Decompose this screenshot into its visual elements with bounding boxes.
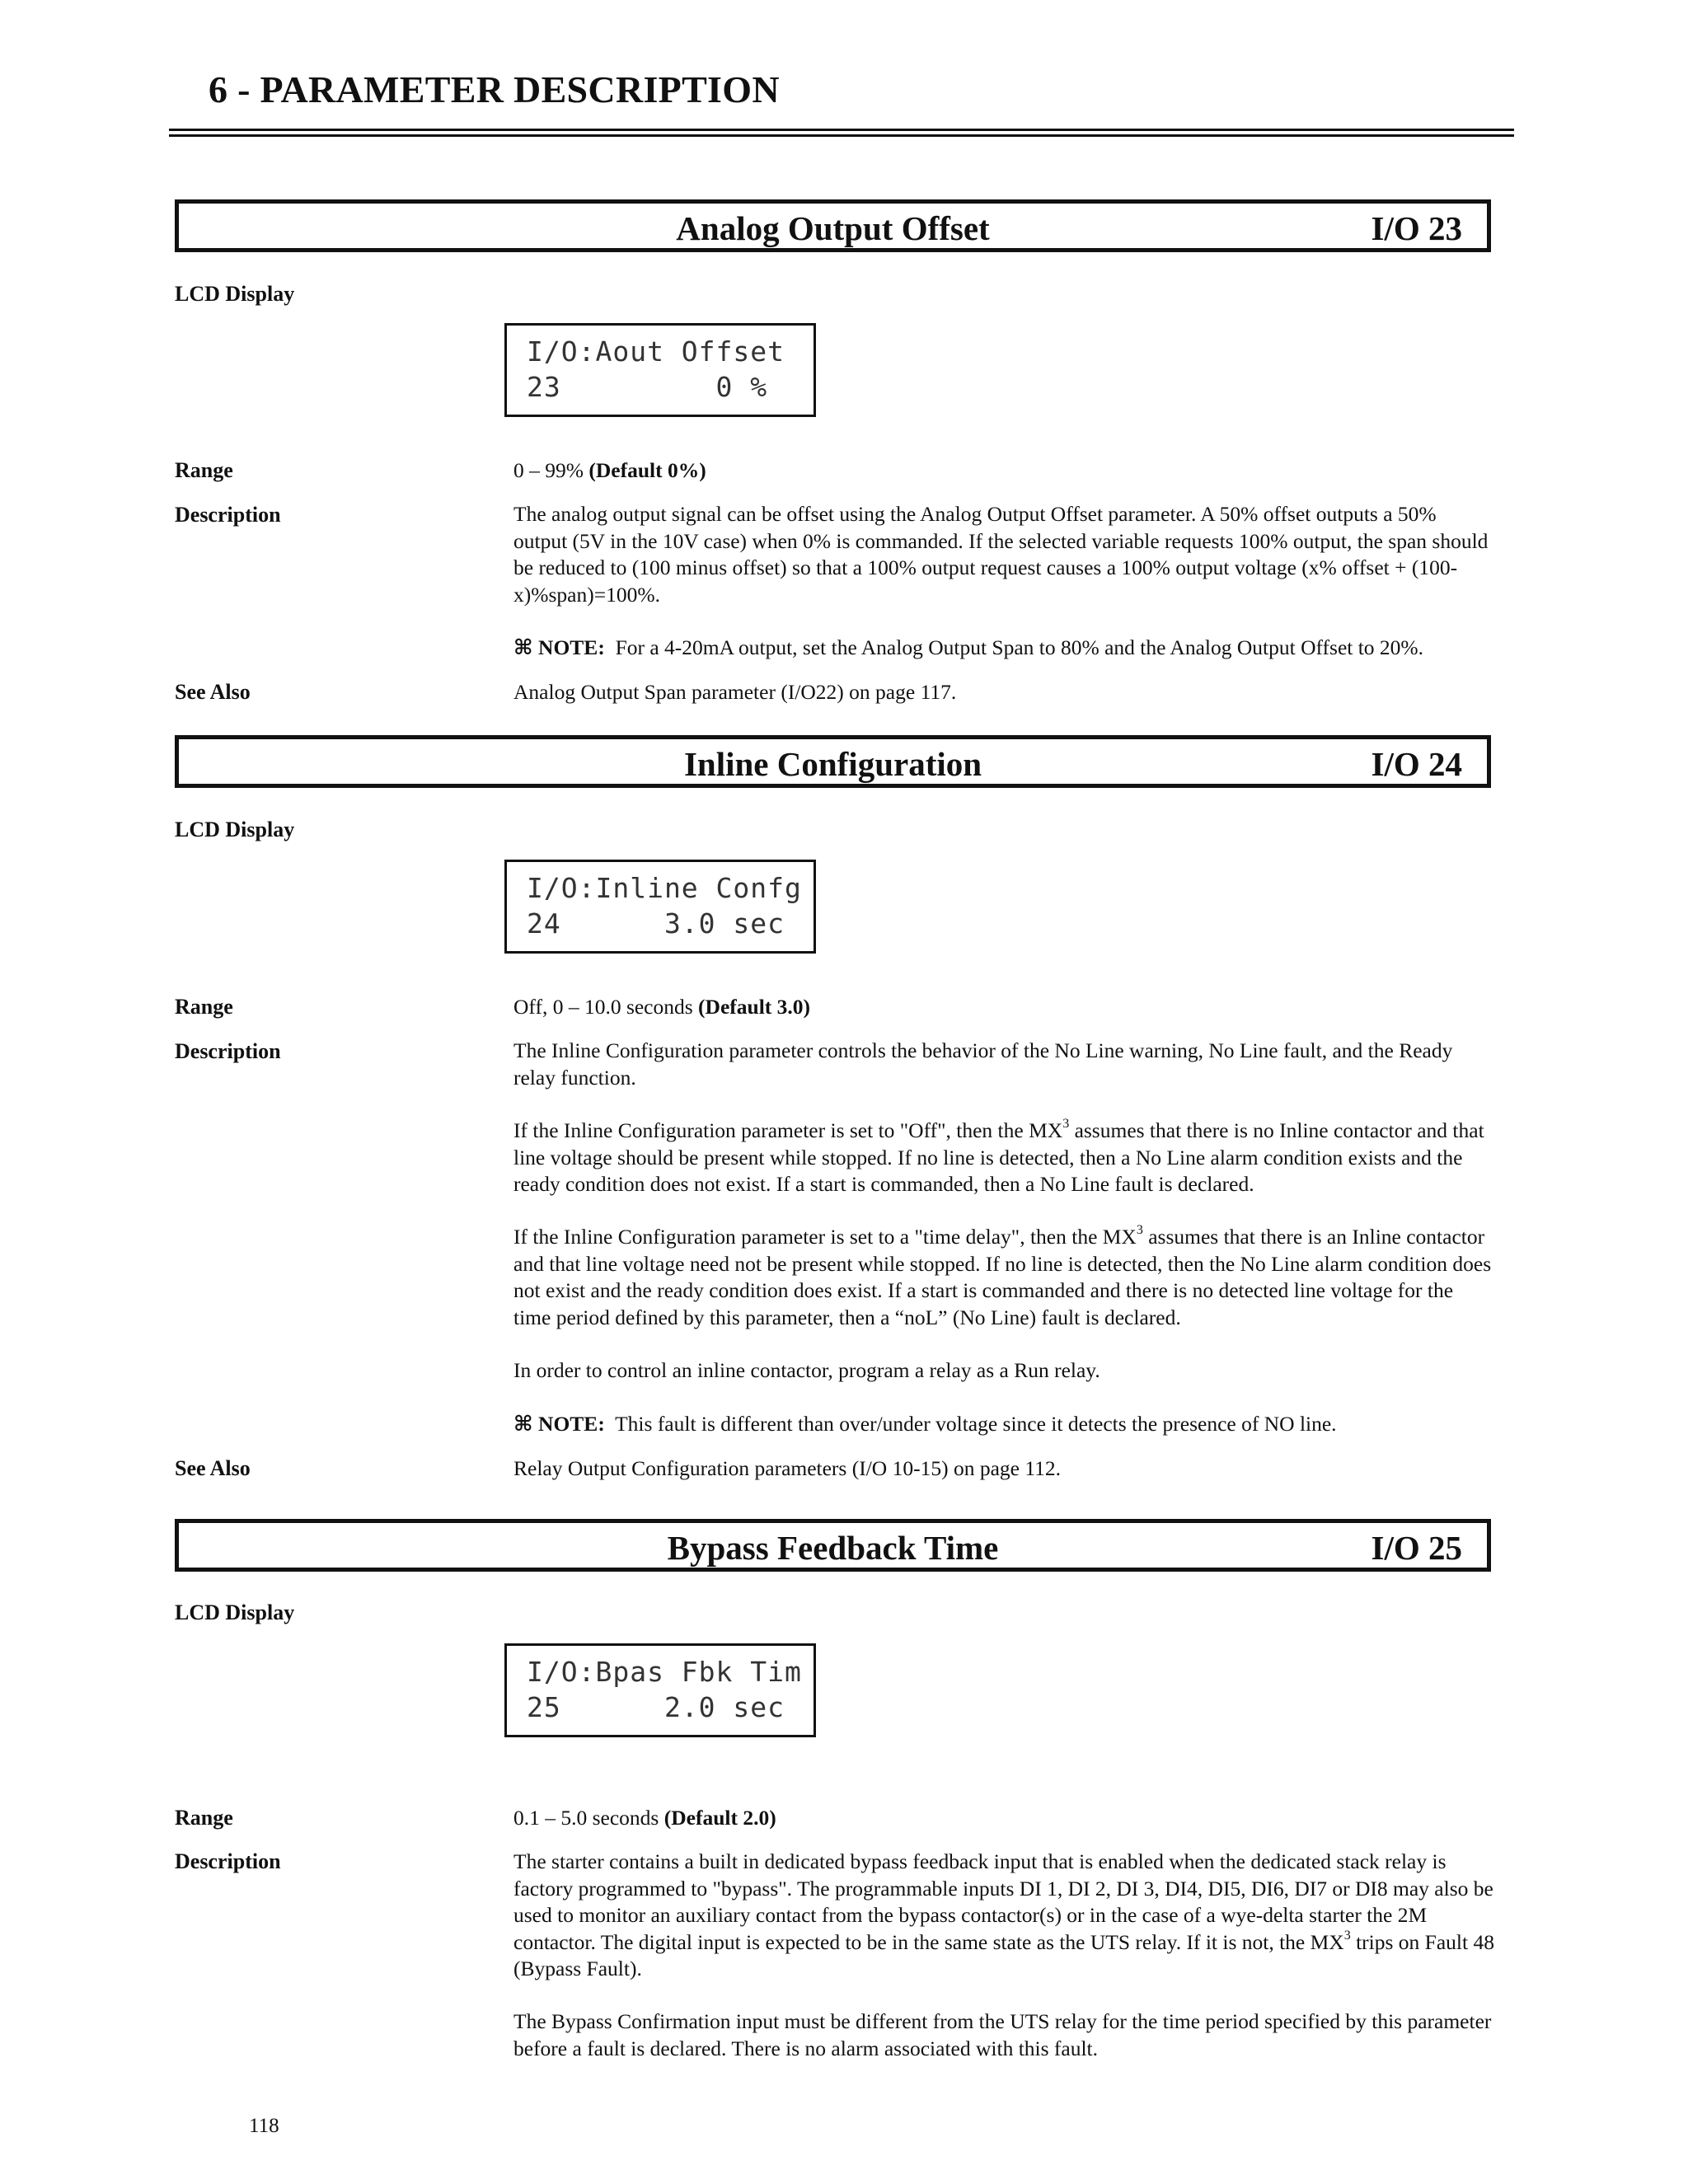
description-para-4: In order to control an inline contactor, program a relay as a Run relay. [513,1358,1100,1382]
description-para-2: The Bypass Confirmation input must be different from the UTS relay for the time period specified by this parameter before a fault is declared. There is no alarm associated with this fault. [513,2009,1492,2060]
param-header-io23 [175,199,1491,252]
header-rule-bottom [169,134,1514,137]
param-header-io24 [175,735,1491,788]
range-label: Range [175,1806,233,1830]
lcd-display-io23 [504,323,816,417]
param-title: Inline Configuration [683,745,982,783]
range-label: Range [175,458,233,482]
description-para-3: If the Inline Configuration parameter is set to a "time delay", then the $MX^3$ assumes that there is an Inline contactor and that line voltage need not be present while stopped. If no line is detected, then the No Line alarm condition does not exist and the ready condition does exist. If a start is commanded and there is no detected line voltage for the time period defined by this parameter, then a “noL” (No Line) fault is declared. [513,1223,1492,1329]
range-label: Range [175,995,233,1019]
range-default: (Default 2.0) [663,1806,776,1830]
lcd-line-2: 23 0 % [527,371,768,403]
range-default: (Default 0%) [588,458,706,482]
param-header-io25 [175,1519,1491,1572]
note-io24: ⌘ NOTE: This fault is different than over/under voltage since it detects the presence of NO line. [513,1412,1337,1436]
param-title: Bypass Feedback Time [667,1529,999,1567]
description-label: Description [175,503,281,527]
param-code: I/O 24 [1371,745,1462,783]
header-rule-top [169,129,1514,131]
param-code: I/O 23 [1371,209,1462,247]
page-number: 118 [249,2115,279,2137]
description-label: Description [175,1849,281,1873]
description-para-1: The starter contains a built in dedicated bypass feedback input that is enabled when the dedicated stack relay is factory programmed to "bypass". The programmable inputs DI 1, DI 2, DI 3, DI4, DI5, DI6, DI7 or DI8 may also be used to monitor an auxiliary contact from the bypass contactor(s) or in the case of a wye-delta starter the 2M contactor. The digital input is expected to be in the same state as the UTS relay. If it is not, the $MX^3$ trips on Fault 48 (Bypass Fault). [513,1849,1494,1980]
range-value-io25: 0.1 – 5.0 seconds (Default 2.0) [513,1806,776,1830]
description-para-2: If the Inline Configuration parameter is set to "Off", then the $MX^3$ assumes that there is no Inline contactor and that line voltage should be present while stopped. If no line is detected, then a No Line alarm condition exists and the ready condition does not exist. If a start is commanded, then a No Line fault is declared. [513,1117,1484,1196]
note-icon: ⌘ [513,635,533,659]
see-also-label: See Also [175,680,251,704]
lcd-display-label: LCD Display [175,1601,295,1624]
lcd-line-1: I/O:Inline Confg [527,872,802,904]
description-para-1: The Inline Configuration parameter controls the behavior of the No Line warning, No Line fault, and the Ready relay function. [513,1038,1453,1090]
description-label: Description [175,1039,281,1063]
lcd-display-io24 [504,860,816,954]
lcd-line-1: I/O:Bpas Fbk Tim [527,1656,802,1688]
param-title: Analog Output Offset [676,209,990,247]
lcd-display-io25 [504,1643,816,1737]
description-text-io23: The analog output signal can be offset using the Analog Output Offset parameter. A 50% offset outputs a 50% output (5V in the 10V case) when 0% is commanded. If the selected variable requests 100% output, the span should be reduced to (100 minus offset) so that a 100% output request causes a 100% output voltage (x% offset + (100-x)%span)=100%. [513,502,1489,607]
range-value-io23: 0 – 99% (Default 0%) [513,458,706,482]
lcd-line-1: I/O:Aout Offset [527,335,785,368]
lcd-line-2: 25 2.0 sec [527,1691,785,1723]
lcd-display-label: LCD Display [175,282,295,306]
lcd-line-2: 24 3.0 sec [527,907,785,940]
chapter-title: 6 - PARAMETER DESCRIPTION [209,68,780,110]
range-default: (Default 3.0) [698,995,811,1019]
see-also-label: See Also [175,1456,251,1480]
lcd-display-label: LCD Display [175,818,295,841]
see-also-text-io23: Analog Output Span parameter (I/O22) on page 117. [513,680,957,704]
note-io23: ⌘ NOTE: For a 4-20mA output, set the Analog Output Span to 80% and the Analog Output Offset to 20%. [513,635,1424,659]
param-code: I/O 25 [1371,1529,1462,1567]
range-value-io24: Off, 0 – 10.0 seconds (Default 3.0) [513,995,811,1019]
see-also-text-io24: Relay Output Configuration parameters (I/O 10-15) on page 112. [513,1456,1062,1480]
note-icon: ⌘ [513,1412,533,1436]
